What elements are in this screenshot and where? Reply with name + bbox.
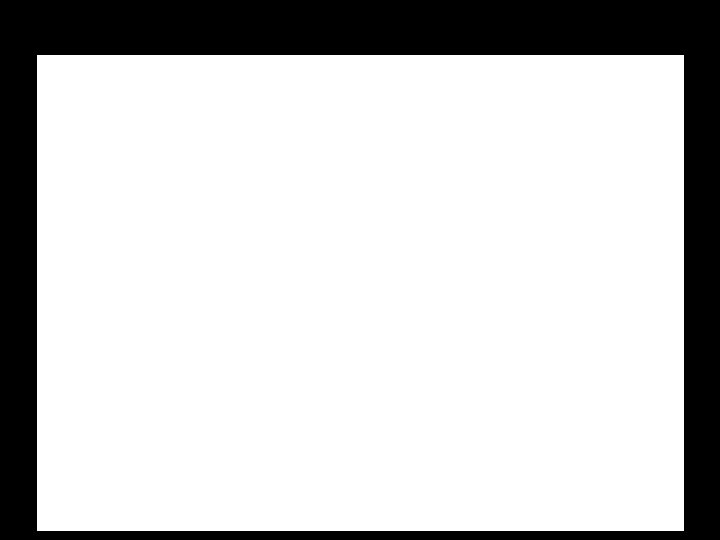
figure-illustration <box>37 55 684 531</box>
figure-card <box>37 55 684 531</box>
